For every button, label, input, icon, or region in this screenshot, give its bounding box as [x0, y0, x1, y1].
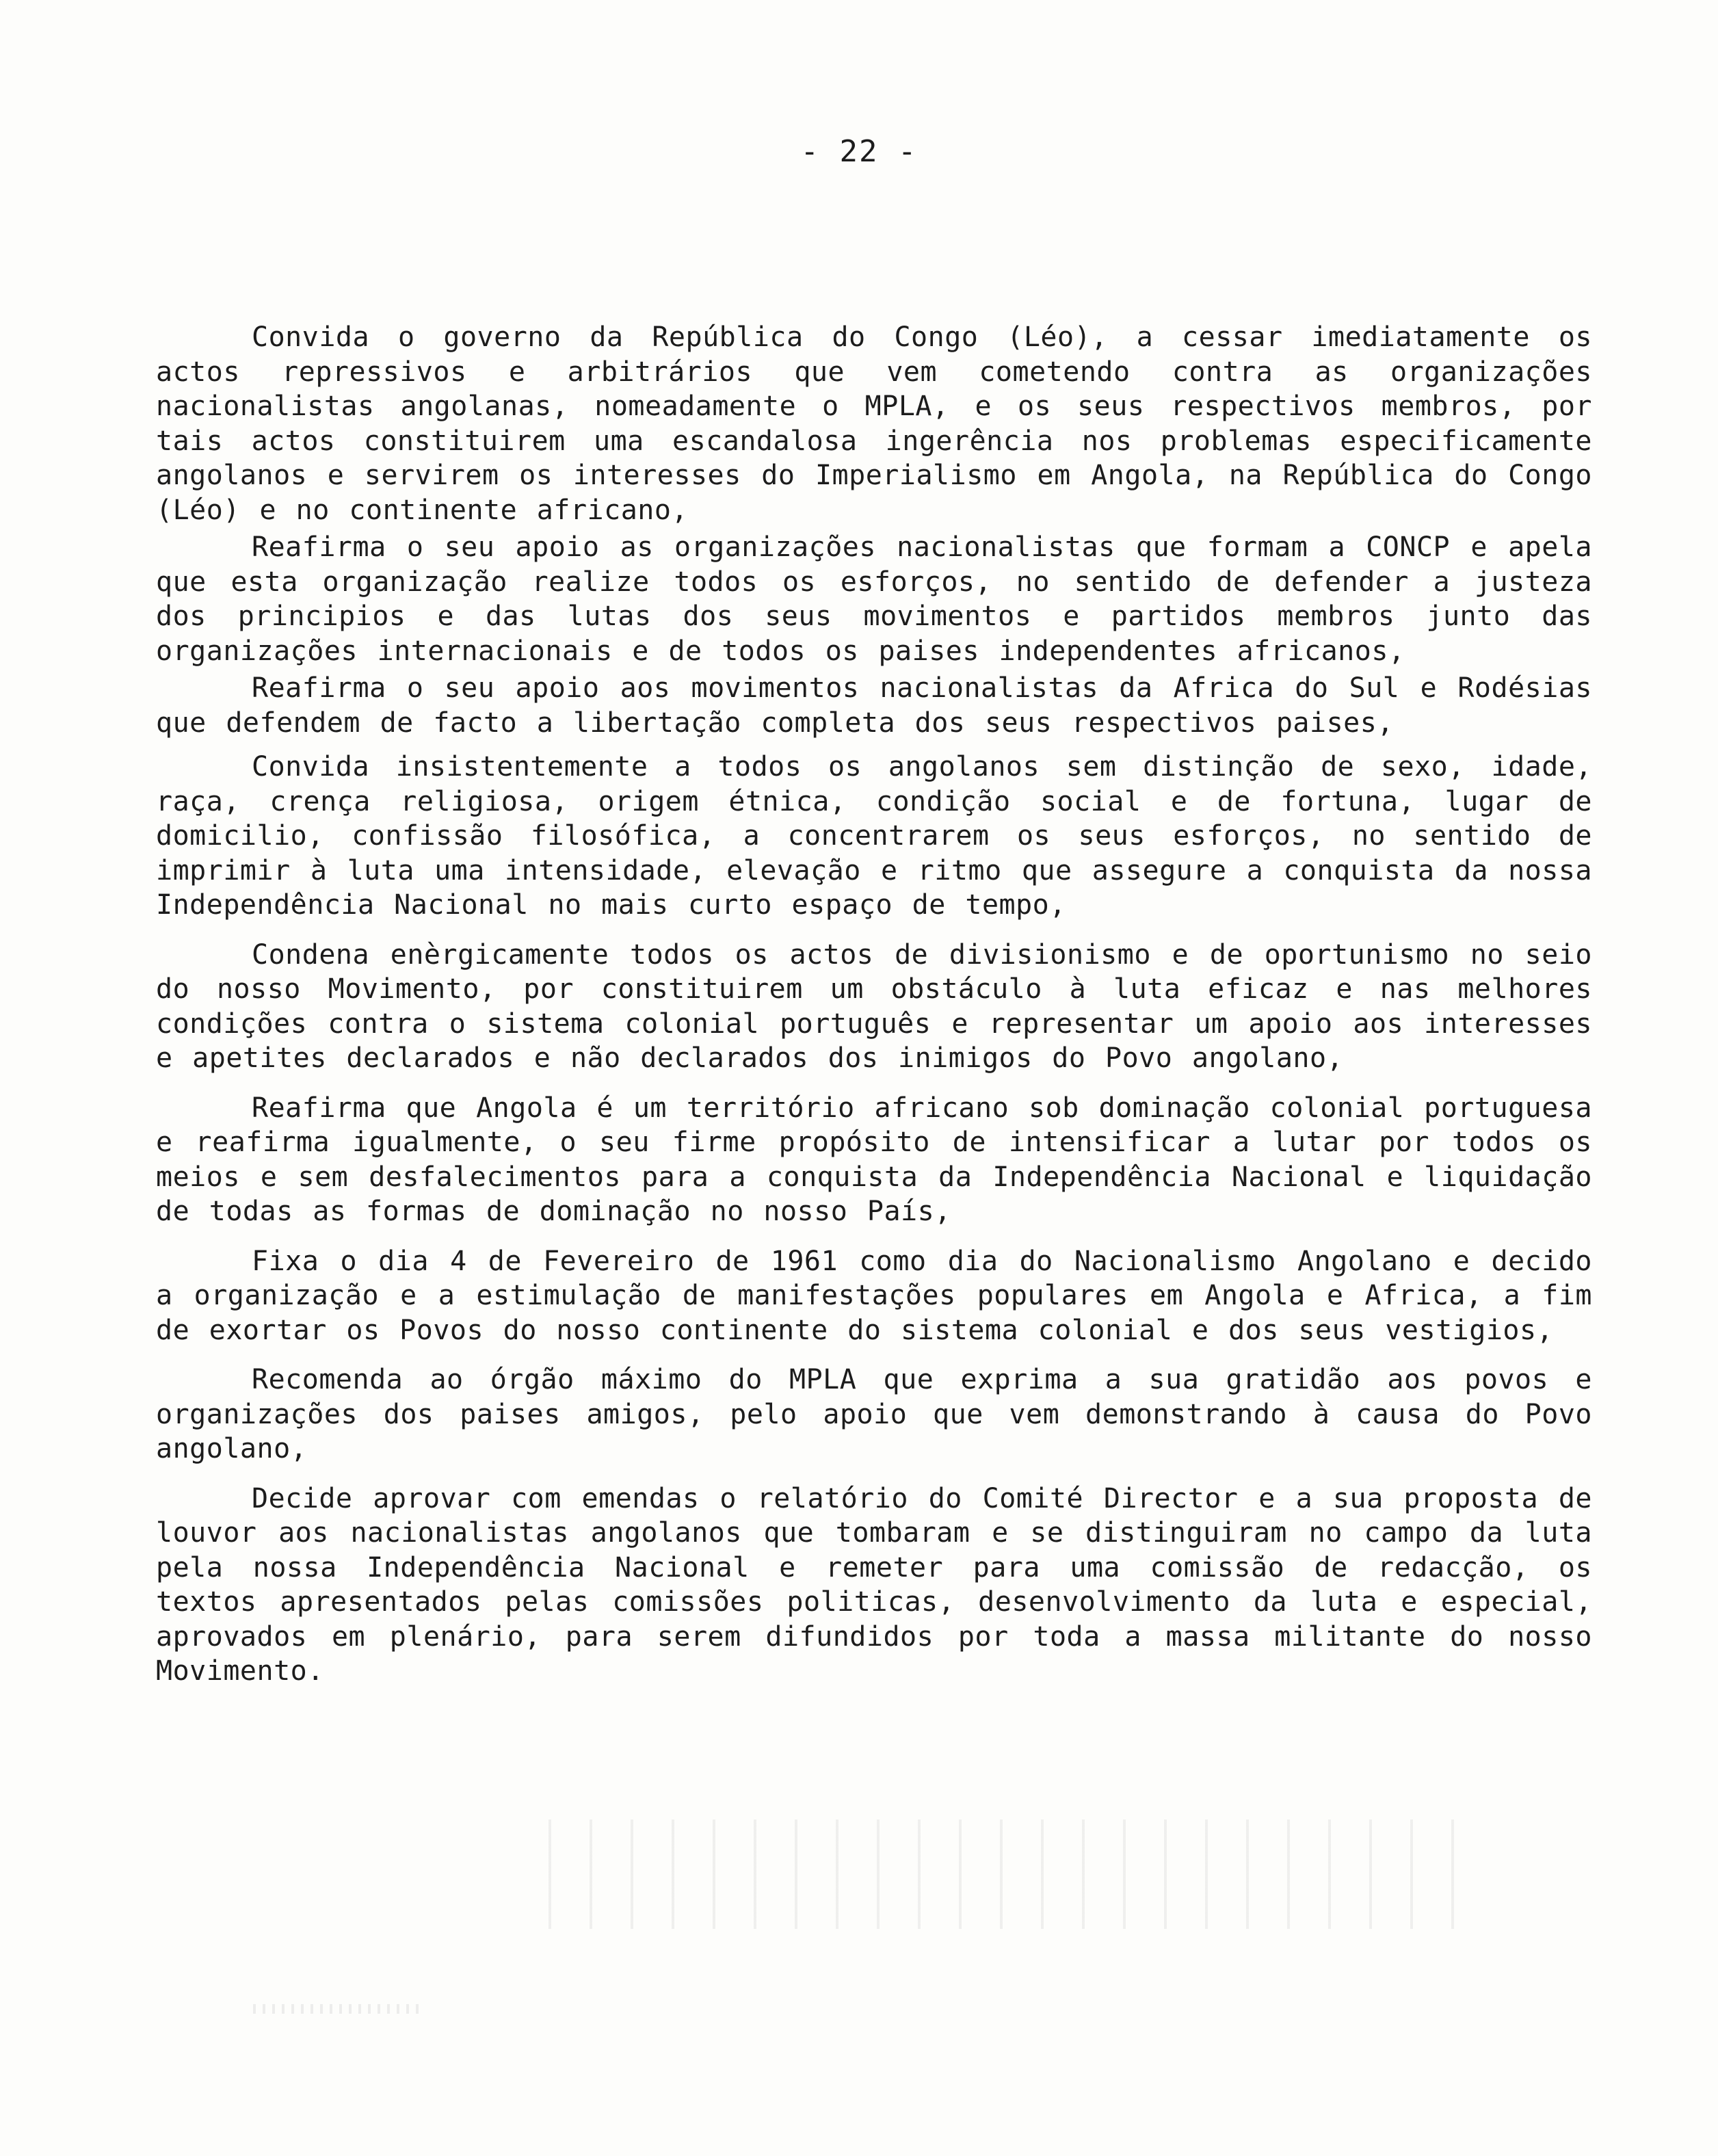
- bleed-through-marks: [533, 1819, 1491, 1929]
- bleed-through-marks-small: [246, 2004, 424, 2014]
- paragraph-fixa-4-fevereiro: Fixa o dia 4 de Fevereiro de 1961 como dia do Nacionalismo Angolano e decido a organização e a estimulação de manifestações populares em Angola e Africa, a fim de exortar os Povos do nosso continente do sistema colonial e dos seus vestigios,: [156, 1245, 1592, 1346]
- paragraph-reafirma-concp: Reafirma o seu apoio as organizações nacionalistas que formam a CONCP e apela que esta organização realize todos os esforços, no sentido de defender a justeza dos principios e das lutas dos seus movimentos e partidos membros junto das organizações internacionais e de todos os paises independentes africanos,: [156, 531, 1592, 667]
- resolution-text: [156, 320, 1592, 1689]
- paragraph-reafirma-africa-sul: Reafirma o seu apoio aos movimentos nacionalistas da Africa do Sul e Rodésias que defendem de facto a libertação completa dos seus respectivos paises,: [156, 672, 1592, 739]
- page-number: - 22 -: [800, 134, 918, 169]
- paragraph-decide-aprovar: Decide aprovar com emendas o relatório do Comité Director e a sua proposta de louvor aos nacionalistas angolanos que tombaram e se distinguiram no campo da luta pela nossa Independência Nacional e remeter para uma comissão de redacção, os textos apresentados pelas comissões politicas, desenvolvimento da luta e especial, aprovados em plenário, para serem difundidos por toda a massa militante do nosso Movimento.: [156, 1482, 1592, 1687]
- paragraph-condena-divisionismo: Condena enèrgicamente todos os actos de divisionismo e de oportunismo no seio do nosso Movimento, por constituirem um obstáculo à luta eficaz e nas melhores condições contra o sistema colonial português e representar um apoio aos interesses e apetites declarados e não declarados dos inimigos do Povo angolano,: [156, 938, 1592, 1074]
- paragraph-convida-angolanos: Convida insistentemente a todos os angolanos sem distinção de sexo, idade, raça, crença religiosa, origem étnica, condição social e de fortuna, lugar de domicilio, confissão filosófica, a concentrarem os seus esforços, no sentido de imprimir à luta uma intensidade, elevação e ritmo que assegure a conquista da nossa Independência Nacional no mais curto espaço de tempo,: [156, 751, 1592, 921]
- paragraph-reafirma-angola: Reafirma que Angola é um território africano sob dominação colonial portuguesa e reafirma igualmente, o seu firme propósito de intensificar a lutar por todos os meios e sem desfalecimentos para a conquista da Independência Nacional e liquidação de todas as formas de dominação no nosso País,: [156, 1092, 1592, 1227]
- paragraph-recomenda-gratidao: Recomenda ao órgão máximo do MPLA que exprima a sua gratidão aos povos e organizações dos paises amigos, pelo apoio que vem demonstrando à causa do Povo angolano,: [156, 1364, 1592, 1464]
- paragraph-convida-congo: Convida o governo da República do Congo (Léo), a cessar imediatamente os actos repressivos e arbitrários que vem cometendo contra as organizações nacionalistas angolanas, nomeadamente o MPLA, e os seus respectivos membros, por tais actos constituirem uma escandalosa ingerência nos problemas especificamente angolanos e servirem os interesses do Imperialismo em Angola, na República do Congo (Léo) e no continente africano,: [156, 321, 1592, 526]
